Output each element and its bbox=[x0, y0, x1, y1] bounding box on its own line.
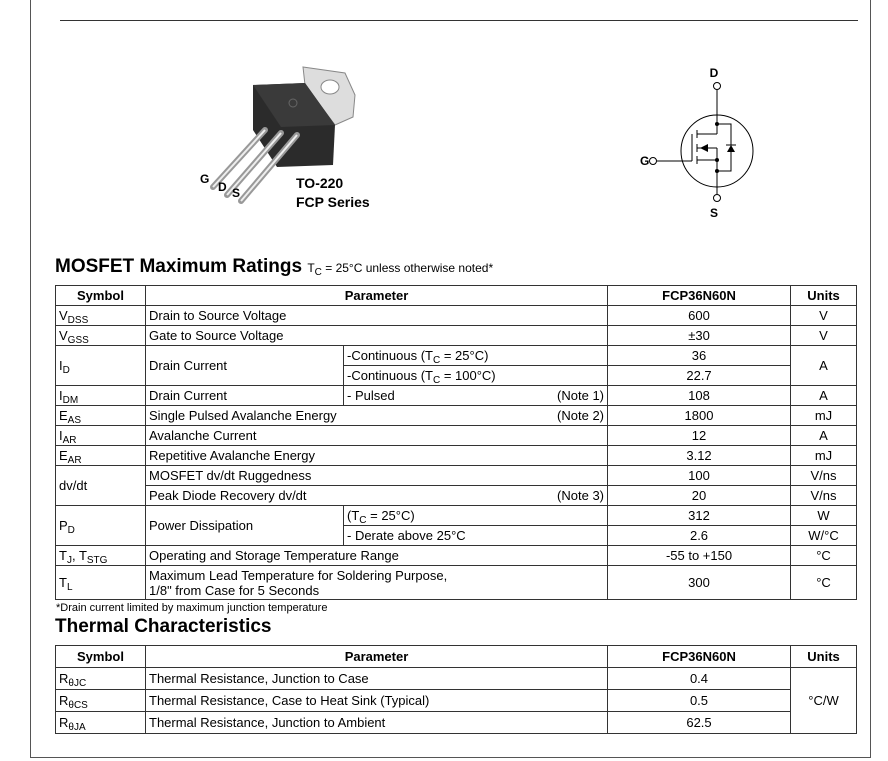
table-row bbox=[56, 346, 857, 366]
value-cell: 100 bbox=[608, 466, 791, 486]
note-ref: (Note 2) bbox=[557, 408, 605, 423]
symbol-cell: $P_D$ bbox=[56, 506, 146, 546]
header-symbol: Symbol bbox=[56, 286, 146, 306]
header-value: FCP36N60N bbox=[608, 286, 791, 306]
unit-cell: mJ bbox=[791, 446, 857, 466]
value-cell: 3.12 bbox=[608, 446, 791, 466]
package-series: FCP Series bbox=[296, 194, 370, 210]
value-cell: 22.7 bbox=[608, 366, 791, 386]
table-row bbox=[56, 466, 857, 486]
header-units: Units bbox=[791, 286, 857, 306]
table-row bbox=[56, 690, 857, 712]
parameter-cell: Peak Diode Recovery dv/dt (Note 3) bbox=[146, 486, 608, 506]
value-cell: 300 bbox=[608, 566, 791, 600]
table-header-row bbox=[56, 286, 857, 306]
table-row bbox=[56, 426, 857, 446]
symbol-cell: $I_D$ bbox=[56, 346, 146, 386]
parameter-cell: Operating and Storage Temperature Range bbox=[146, 546, 608, 566]
unit-cell: V/ns bbox=[791, 486, 857, 506]
symbol-cell: $T_L$ bbox=[56, 566, 146, 600]
unit-cell: V bbox=[791, 306, 857, 326]
symbol-cell: dv/dt bbox=[56, 466, 146, 506]
unit-cell: W bbox=[791, 506, 857, 526]
thermal-table bbox=[55, 645, 857, 734]
value-cell: 2.6 bbox=[608, 526, 791, 546]
unit-cell: °C bbox=[791, 546, 857, 566]
max-ratings-table bbox=[55, 285, 857, 600]
value-cell: 1800 bbox=[608, 406, 791, 426]
thermal-title: Thermal Characteristics bbox=[55, 616, 272, 637]
parameter-cell: MOSFET dv/dt Ruggedness bbox=[146, 466, 608, 486]
parameter-cell: Maximum Lead Temperature for Soldering Purpose, 1/8" from Case for 5 Seconds bbox=[146, 566, 608, 600]
header-units: Units bbox=[791, 646, 857, 668]
parameter-cell: Repetitive Avalanche Energy bbox=[146, 446, 608, 466]
symbol-cell: $I_{DM}$ bbox=[56, 386, 146, 406]
unit-cell: A bbox=[791, 386, 857, 406]
table-row bbox=[56, 506, 857, 526]
value-cell: 600 bbox=[608, 306, 791, 326]
condition-cell: - Derate above 25°C bbox=[344, 526, 608, 546]
schematic-source-label: S bbox=[709, 206, 719, 220]
table-row bbox=[56, 386, 857, 406]
max-ratings-title bbox=[55, 256, 493, 278]
unit-cell: A bbox=[791, 426, 857, 446]
symbol-cell: $E_{AS}$ bbox=[56, 406, 146, 426]
symbol-cell: $R_{\theta CS}$ bbox=[56, 690, 146, 712]
parameter-cell: Thermal Resistance, Case to Heat Sink (Typical) bbox=[146, 690, 608, 712]
value-cell: 36 bbox=[608, 346, 791, 366]
unit-cell: mJ bbox=[791, 406, 857, 426]
symbol-cell: $R_{\theta JC}$ bbox=[56, 668, 146, 690]
footnote: *Drain current limited by maximum junction temperature bbox=[56, 602, 328, 614]
symbol-cell: $V_{GSS}$ bbox=[56, 326, 146, 346]
unit-cell: V bbox=[791, 326, 857, 346]
header-value: FCP36N60N bbox=[608, 646, 791, 668]
table-row bbox=[56, 446, 857, 466]
value-cell: 20 bbox=[608, 486, 791, 506]
value-cell: 312 bbox=[608, 506, 791, 526]
symbol-cell: $E_{AR}$ bbox=[56, 446, 146, 466]
table-row bbox=[56, 546, 857, 566]
condition-cell: -Continuous $(T_C = 100^\circ C)$ bbox=[344, 366, 608, 386]
parameter-cell: Drain Current bbox=[146, 386, 344, 406]
condition-cell: -Continuous $(T_C = 25^\circ C)$ bbox=[344, 346, 608, 366]
value-cell: 12 bbox=[608, 426, 791, 446]
table-row bbox=[56, 566, 857, 600]
parameter-cell: Power Dissipation bbox=[146, 506, 344, 546]
condition-cell: - Pulsed (Note 1) bbox=[344, 386, 608, 406]
pin-label-source: S bbox=[232, 186, 241, 200]
unit-cell: A bbox=[791, 346, 857, 386]
unit-cell: V/ns bbox=[791, 466, 857, 486]
parameter-cell: Thermal Resistance, Junction to Case bbox=[146, 668, 608, 690]
value-cell: 62.5 bbox=[608, 712, 791, 734]
symbol-cell: $T_J$, $T_{STG}$ bbox=[56, 546, 146, 566]
symbol-cell: $I_{AR}$ bbox=[56, 426, 146, 446]
parameter-cell: Gate to Source Voltage bbox=[146, 326, 608, 346]
unit-cell: °C/W bbox=[791, 668, 857, 734]
note-ref: (Note 3) bbox=[557, 488, 605, 503]
value-cell: 0.4 bbox=[608, 668, 791, 690]
parameter-cell: Avalanche Current bbox=[146, 426, 608, 446]
symbol-cell: $R_{\theta JA}$ bbox=[56, 712, 146, 734]
pin-label-gate: G bbox=[200, 172, 210, 186]
pin-label-drain: D bbox=[218, 180, 227, 194]
package-label bbox=[296, 174, 370, 212]
header-parameter: Parameter bbox=[146, 646, 608, 668]
parameter-cell: Single Pulsed Avalanche Energy (Note 2) bbox=[146, 406, 608, 426]
table-header-row bbox=[56, 646, 857, 668]
parameter-cell: Thermal Resistance, Junction to Ambient bbox=[146, 712, 608, 734]
unit-cell: W/°C bbox=[791, 526, 857, 546]
unit-cell: °C bbox=[791, 566, 857, 600]
mosfet-schematic-symbol bbox=[620, 62, 770, 222]
symbol-cell: $V_{DSS}$ bbox=[56, 306, 146, 326]
note-ref: (Note 1) bbox=[557, 388, 605, 403]
condition-cell: $(T_C = 25^\circ C)$ bbox=[344, 506, 608, 526]
value-cell: ±30 bbox=[608, 326, 791, 346]
value-cell: 108 bbox=[608, 386, 791, 406]
table-row bbox=[56, 326, 857, 346]
schematic-gate-label: G bbox=[640, 154, 650, 168]
value-cell: -55 to +150 bbox=[608, 546, 791, 566]
table-row bbox=[56, 406, 857, 426]
max-ratings-condition: $T_C = 25^\circ C$ unless otherwise noted* bbox=[307, 261, 494, 278]
header-rule bbox=[60, 20, 858, 21]
table-row bbox=[56, 486, 857, 506]
header-parameter: Parameter bbox=[146, 286, 608, 306]
schematic-drain-label: D bbox=[709, 66, 719, 80]
table-row bbox=[56, 306, 857, 326]
header-symbol: Symbol bbox=[56, 646, 146, 668]
value-cell: 0.5 bbox=[608, 690, 791, 712]
table-row bbox=[56, 712, 857, 734]
max-ratings-heading: MOSFET Maximum Ratings bbox=[55, 256, 303, 277]
table-row bbox=[56, 668, 857, 690]
package-name: TO-220 bbox=[296, 175, 344, 191]
parameter-cell: Drain Current bbox=[146, 346, 344, 386]
parameter-cell: Drain to Source Voltage bbox=[146, 306, 608, 326]
